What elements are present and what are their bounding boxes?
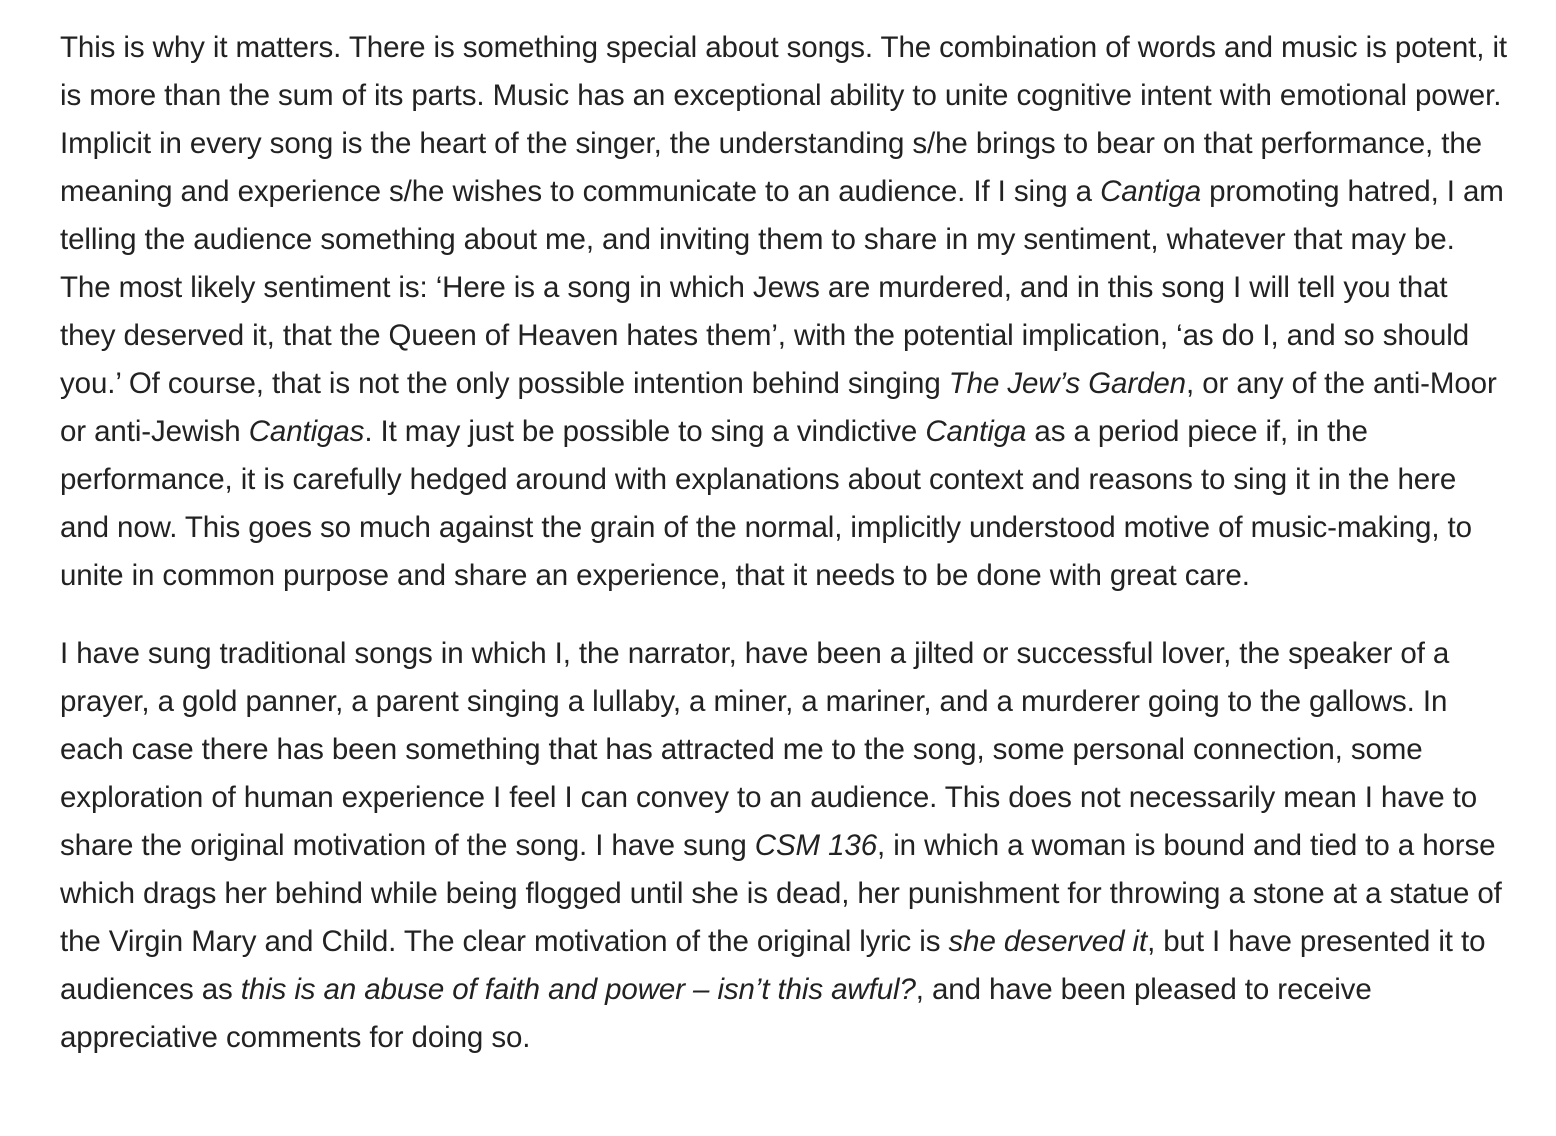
italic-title: Cantiga [925,415,1027,448]
text-segment: promoting hatred, I am telling the audience something about me, and inviting them to share in my sentiment, whatever that may be. The most likely sentiment is: ‘Here is a song in which Jews are murdered, and in this song I will tell you that they deserved it, that the Queen of Heaven hates them’, with the potential implication, ‘as do I, and so should you.’ Of course, that is not the only possible intention behind singing [60,175,1504,400]
text-segment: This is why it matters. There is something special about songs. The combination of words and music is potent, it is more than the sum of its parts. Music has an exceptional ability to unite cognitive intent with emotional power. Implicit in every song is the heart of the singer, the understanding s/he brings to bear on that performance, the meaning and experience s/he wishes to communicate to an audience. If I sing a [60,31,1508,208]
text-segment: . It may just be possible to sing a vindictive [364,415,926,448]
paragraph-2 [60,630,1510,1062]
text-segment: I have sung traditional songs in which I, the narrator, have been a jilted or successful lover, the speaker of a prayer, a gold panner, a parent singing a lullaby, a miner, a mariner, and a murderer going to the gallows. In each case there has been something that has attracted me to the song, some personal connection, some exploration of human experience I feel I can convey to an audience. This does not necessarily mean I have to share the original motivation of the song. I have sung [60,637,1477,862]
paragraph-1 [60,24,1510,600]
text-segment: , or any of the anti-Moor or anti-Jewish [60,367,1497,448]
text-segment: , but I have presented it to audiences as [60,925,1486,1006]
text-segment: as a period piece if, in the performance, it is carefully hedged around with explanations about context and reasons to sing it in the here and now. This goes so much against the grain of the normal, implicitly understood motive of music-making, to unite in common purpose and share an experience, that it needs to be done with great care. [60,415,1472,592]
italic-title: Cantigas [248,415,365,448]
article-body [60,24,1510,1092]
text-segment: , and have been pleased to receive appreciative comments for doing so. [60,973,1372,1054]
italic-emphasis: she deserved it [948,925,1148,958]
italic-emphasis: this is an abuse of faith and power – isn’t this awful? [240,973,916,1006]
italic-title: CSM 136 [754,829,878,862]
italic-title: The Jew’s Garden [948,367,1186,400]
italic-title: Cantiga [1100,175,1202,208]
text-segment: , in which a woman is bound and tied to a horse which drags her behind while being flogged until she is dead, her punishment for throwing a stone at a statue of the Virgin Mary and Child. The clear motivation of the original lyric is [60,829,1502,958]
